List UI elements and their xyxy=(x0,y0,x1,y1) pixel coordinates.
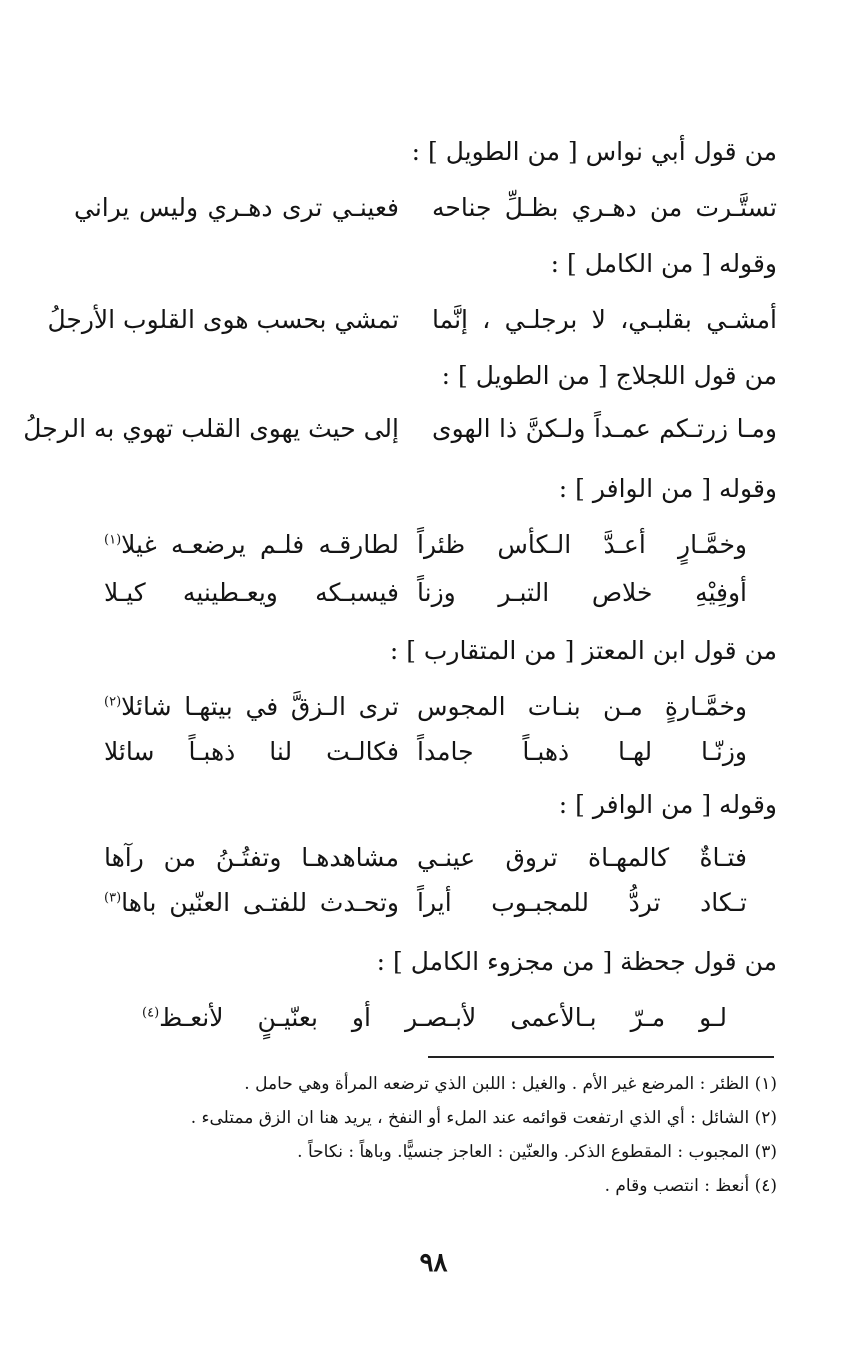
verse-right-hemistich: وزنّـا لهـا ذهبـاً جامداً xyxy=(417,737,747,766)
intro-line: وقوله [ من الوافر ] : xyxy=(558,790,777,819)
verse-left-hemistich xyxy=(104,530,399,559)
verse-left-hemistich: إلى حيث يهوى القلب تهوي به الرجلُ xyxy=(23,414,399,443)
verse-left-text: وتحـدث للفتـى العنّين باها xyxy=(121,888,399,917)
verse-left-hemistich: مشاهدهـا وتفتُـنُ من رآها xyxy=(104,843,399,872)
intro-line: وقوله [ من الكامل ] : xyxy=(550,249,777,278)
intro-line: من قول جحظة [ من مجزوء الكامل ] : xyxy=(376,947,777,976)
footnote: (١) الظئر : المرضع غير الأم . والغيل : اللبن الذي ترضعه المرأة وهي حامل . xyxy=(244,1074,777,1094)
footnote-marker: (٢) xyxy=(104,694,122,710)
verse-right-hemistich: أمشـي بقلبـي، لا برجلـي ، إنَّما xyxy=(432,305,777,334)
verse-right-hemistich: وخمَّـارةٍ مـن بنـات المجوس xyxy=(417,692,747,721)
verse-right-hemistich: فتـاةٌ كالمهـاة تروق عينـي xyxy=(417,843,747,872)
verse-left-hemistich: فعينـي ترى دهـري وليس يراني xyxy=(74,193,399,222)
verse-left-hemistich: فكالـت لنا ذهبـاً سائلا xyxy=(104,737,399,766)
verse-left-hemistich: تمشي بحسب هوى القلوب الأرجلُ xyxy=(47,305,399,334)
footnote: (٤) أنعظ : انتصب وقام . xyxy=(604,1176,777,1196)
footnote-divider xyxy=(428,1056,774,1058)
intro-line: من قول ابن المعتز [ من المتقارب ] : xyxy=(389,636,777,665)
verse-left-text: لطارقـه فلـم يرضعـه غيلا xyxy=(121,530,399,559)
single-verse xyxy=(142,1003,727,1032)
verse-right-hemistich: أوفِيْهِ خلاص التبـر وزناً xyxy=(417,578,747,607)
verse-right-hemistich: وخمَّـارٍ أعـدَّ الـكأس ظئراً xyxy=(417,530,747,559)
intro-line: من قول اللجلاج [ من الطويل ] : xyxy=(441,361,777,390)
verse-left-hemistich xyxy=(104,888,399,917)
footnote-marker: (٤) xyxy=(142,1005,160,1021)
footnote-marker: (٣) xyxy=(104,890,122,906)
footnote-marker: (١) xyxy=(104,532,122,548)
footnote: (٣) المجبوب : المقطوع الذكر. والعنّين : العاجز جنسيًّا. وباهاً : نكاحاً . xyxy=(297,1142,777,1162)
single-verse-text: لـو مـرّ بـالأعمى لأبـصـر أو بعنّيـنٍ لأنعـظ xyxy=(159,1003,727,1032)
footnote: (٢) الشائل : أي الذي ارتفعت قوائمه عند الملء أو النفخ ، يريد هنا ان الزق ممتلىء . xyxy=(190,1108,777,1128)
verse-right-hemistich: ومـا زرتـكم عمـداً ولـكنَّ ذا الهوى xyxy=(432,414,777,443)
verse-left-hemistich xyxy=(104,692,399,721)
intro-line: من قول أبي نواس [ من الطويل ] : xyxy=(411,137,777,166)
page-number: ٩٨ xyxy=(419,1248,448,1278)
verse-left-hemistich: فيسبـكه ويعـطينيه كيـلا xyxy=(104,578,399,607)
intro-line: وقوله [ من الوافر ] : xyxy=(558,474,777,503)
verse-left-text: ترى الـزقَّ في بيتهـا شائلا xyxy=(121,692,399,721)
verse-right-hemistich: تـكاد تردُّ للمجبـوب أيراً xyxy=(417,888,747,917)
verse-right-hemistich: تستَّـرت من دهـري بظـلِّ جناحه xyxy=(432,193,777,222)
